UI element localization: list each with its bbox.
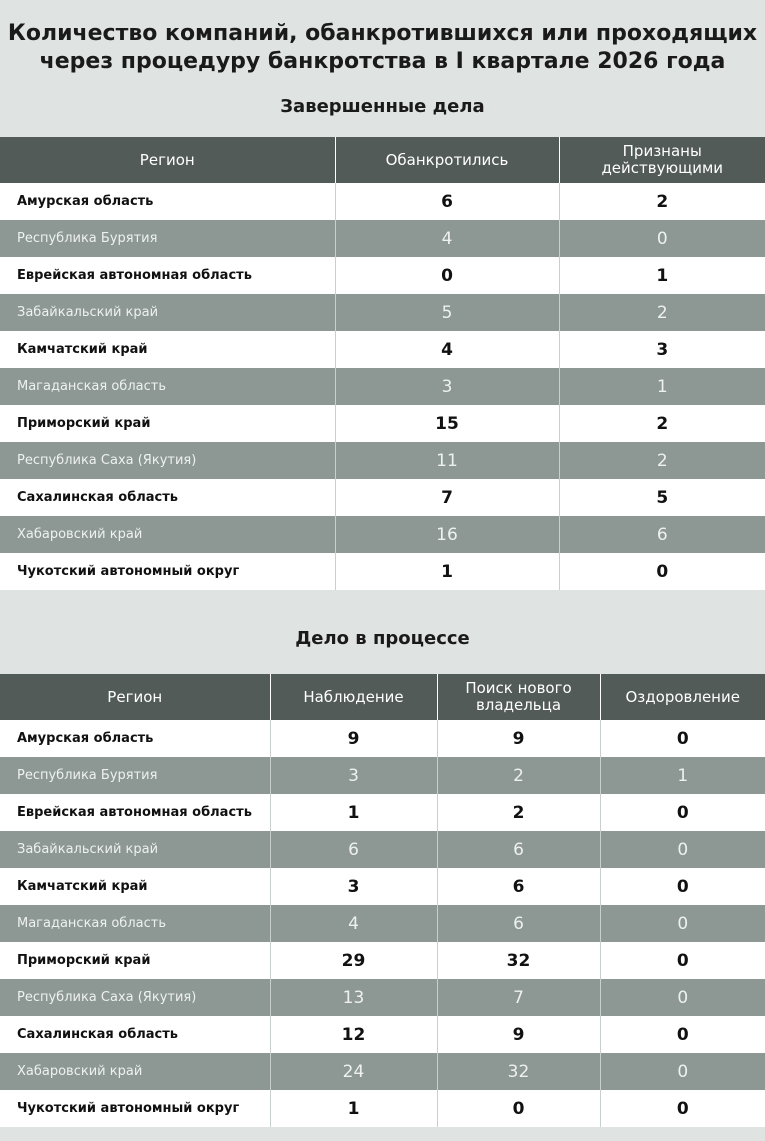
region-cell: Сахалинская область xyxy=(0,1016,270,1053)
region-cell: Амурская область xyxy=(0,720,270,757)
bankrupt-cell: 15 xyxy=(335,405,559,442)
bankrupt-cell: 11 xyxy=(335,442,559,479)
region-cell: Чукотский автономный округ xyxy=(0,553,335,590)
new-owner-cell: 6 xyxy=(437,905,600,942)
header-new-owner: Поиск нового владельца xyxy=(437,674,600,720)
table-row xyxy=(0,720,765,757)
region-cell: Забайкальский край xyxy=(0,831,270,868)
recovery-cell: 0 xyxy=(600,979,765,1016)
solvent-cell: 1 xyxy=(559,257,765,294)
region-cell: Еврейская автономная область xyxy=(0,794,270,831)
table-row xyxy=(0,442,765,479)
new-owner-cell: 2 xyxy=(437,794,600,831)
header-recovery: Оздоровление xyxy=(600,674,765,720)
bankrupt-cell: 1 xyxy=(335,553,559,590)
observation-cell: 1 xyxy=(270,794,437,831)
table-row xyxy=(0,220,765,257)
table-row xyxy=(0,942,765,979)
completed-section-title: Завершенные дела xyxy=(280,96,485,117)
title-line-2: через процедуру банкротства в I квартале 2026 года xyxy=(39,49,726,74)
region-cell: Чукотский автономный округ xyxy=(0,1090,270,1127)
region-cell: Хабаровский край xyxy=(0,1053,270,1090)
header-observation: Наблюдение xyxy=(270,674,437,720)
table-row xyxy=(0,405,765,442)
region-cell: Приморский край xyxy=(0,405,335,442)
region-cell: Магаданская область xyxy=(0,368,335,405)
region-cell: Магаданская область xyxy=(0,905,270,942)
header-region: Регион xyxy=(0,137,335,183)
observation-cell: 24 xyxy=(270,1053,437,1090)
table-row xyxy=(0,183,765,220)
solvent-cell: 2 xyxy=(559,183,765,220)
bankrupt-cell: 7 xyxy=(335,479,559,516)
table-row xyxy=(0,831,765,868)
table-row xyxy=(0,479,765,516)
table-row xyxy=(0,1090,765,1127)
table-row xyxy=(0,257,765,294)
header-solvent: Признаны действующими xyxy=(559,137,765,183)
table-row xyxy=(0,294,765,331)
bankrupt-cell: 5 xyxy=(335,294,559,331)
header-region: Регион xyxy=(0,674,270,720)
observation-cell: 13 xyxy=(270,979,437,1016)
title-line-1: Количество компаний, обанкротившихся или проходящих xyxy=(7,21,758,46)
solvent-cell: 2 xyxy=(559,442,765,479)
solvent-cell: 6 xyxy=(559,516,765,553)
solvent-cell: 2 xyxy=(559,405,765,442)
table-row xyxy=(0,516,765,553)
region-cell: Республика Бурятия xyxy=(0,757,270,794)
recovery-cell: 0 xyxy=(600,1053,765,1090)
observation-cell: 12 xyxy=(270,1016,437,1053)
table-row xyxy=(0,979,765,1016)
observation-cell: 4 xyxy=(270,905,437,942)
region-cell: Республика Саха (Якутия) xyxy=(0,979,270,1016)
page-title xyxy=(0,20,765,76)
table-row xyxy=(0,905,765,942)
bankrupt-cell: 3 xyxy=(335,368,559,405)
observation-cell: 29 xyxy=(270,942,437,979)
table-row xyxy=(0,868,765,905)
recovery-cell: 0 xyxy=(600,794,765,831)
in-progress-cases-table xyxy=(0,674,765,1127)
observation-cell: 3 xyxy=(270,868,437,905)
table-row xyxy=(0,1053,765,1090)
region-cell: Хабаровский край xyxy=(0,516,335,553)
table-row xyxy=(0,553,765,590)
recovery-cell: 0 xyxy=(600,868,765,905)
table-row xyxy=(0,331,765,368)
recovery-cell: 0 xyxy=(600,905,765,942)
new-owner-cell: 9 xyxy=(437,720,600,757)
new-owner-cell: 0 xyxy=(437,1090,600,1127)
region-cell: Приморский край xyxy=(0,942,270,979)
region-cell: Камчатский край xyxy=(0,331,335,368)
bankrupt-cell: 4 xyxy=(335,220,559,257)
new-owner-cell: 6 xyxy=(437,868,600,905)
recovery-cell: 0 xyxy=(600,942,765,979)
observation-cell: 9 xyxy=(270,720,437,757)
solvent-cell: 0 xyxy=(559,553,765,590)
observation-cell: 6 xyxy=(270,831,437,868)
completed-cases-table xyxy=(0,137,765,590)
new-owner-cell: 6 xyxy=(437,831,600,868)
new-owner-cell: 32 xyxy=(437,1053,600,1090)
solvent-cell: 2 xyxy=(559,294,765,331)
solvent-cell: 0 xyxy=(559,220,765,257)
in-progress-section-title: Дело в процессе xyxy=(295,628,470,649)
table-row xyxy=(0,368,765,405)
region-cell: Амурская область xyxy=(0,183,335,220)
region-cell: Республика Бурятия xyxy=(0,220,335,257)
region-cell: Забайкальский край xyxy=(0,294,335,331)
solvent-cell: 1 xyxy=(559,368,765,405)
observation-cell: 1 xyxy=(270,1090,437,1127)
bankrupt-cell: 6 xyxy=(335,183,559,220)
region-cell: Республика Саха (Якутия) xyxy=(0,442,335,479)
table-row xyxy=(0,1016,765,1053)
header-bankrupt: Обанкротились xyxy=(335,137,559,183)
recovery-cell: 1 xyxy=(600,757,765,794)
new-owner-cell: 7 xyxy=(437,979,600,1016)
new-owner-cell: 2 xyxy=(437,757,600,794)
table-row xyxy=(0,757,765,794)
region-cell: Камчатский край xyxy=(0,868,270,905)
bankrupt-cell: 16 xyxy=(335,516,559,553)
region-cell: Еврейская автономная область xyxy=(0,257,335,294)
solvent-cell: 3 xyxy=(559,331,765,368)
region-cell: Сахалинская область xyxy=(0,479,335,516)
table-row xyxy=(0,794,765,831)
new-owner-cell: 9 xyxy=(437,1016,600,1053)
new-owner-cell: 32 xyxy=(437,942,600,979)
bankrupt-cell: 0 xyxy=(335,257,559,294)
recovery-cell: 0 xyxy=(600,1016,765,1053)
solvent-cell: 5 xyxy=(559,479,765,516)
observation-cell: 3 xyxy=(270,757,437,794)
bankrupt-cell: 4 xyxy=(335,331,559,368)
recovery-cell: 0 xyxy=(600,831,765,868)
recovery-cell: 0 xyxy=(600,1090,765,1127)
recovery-cell: 0 xyxy=(600,720,765,757)
